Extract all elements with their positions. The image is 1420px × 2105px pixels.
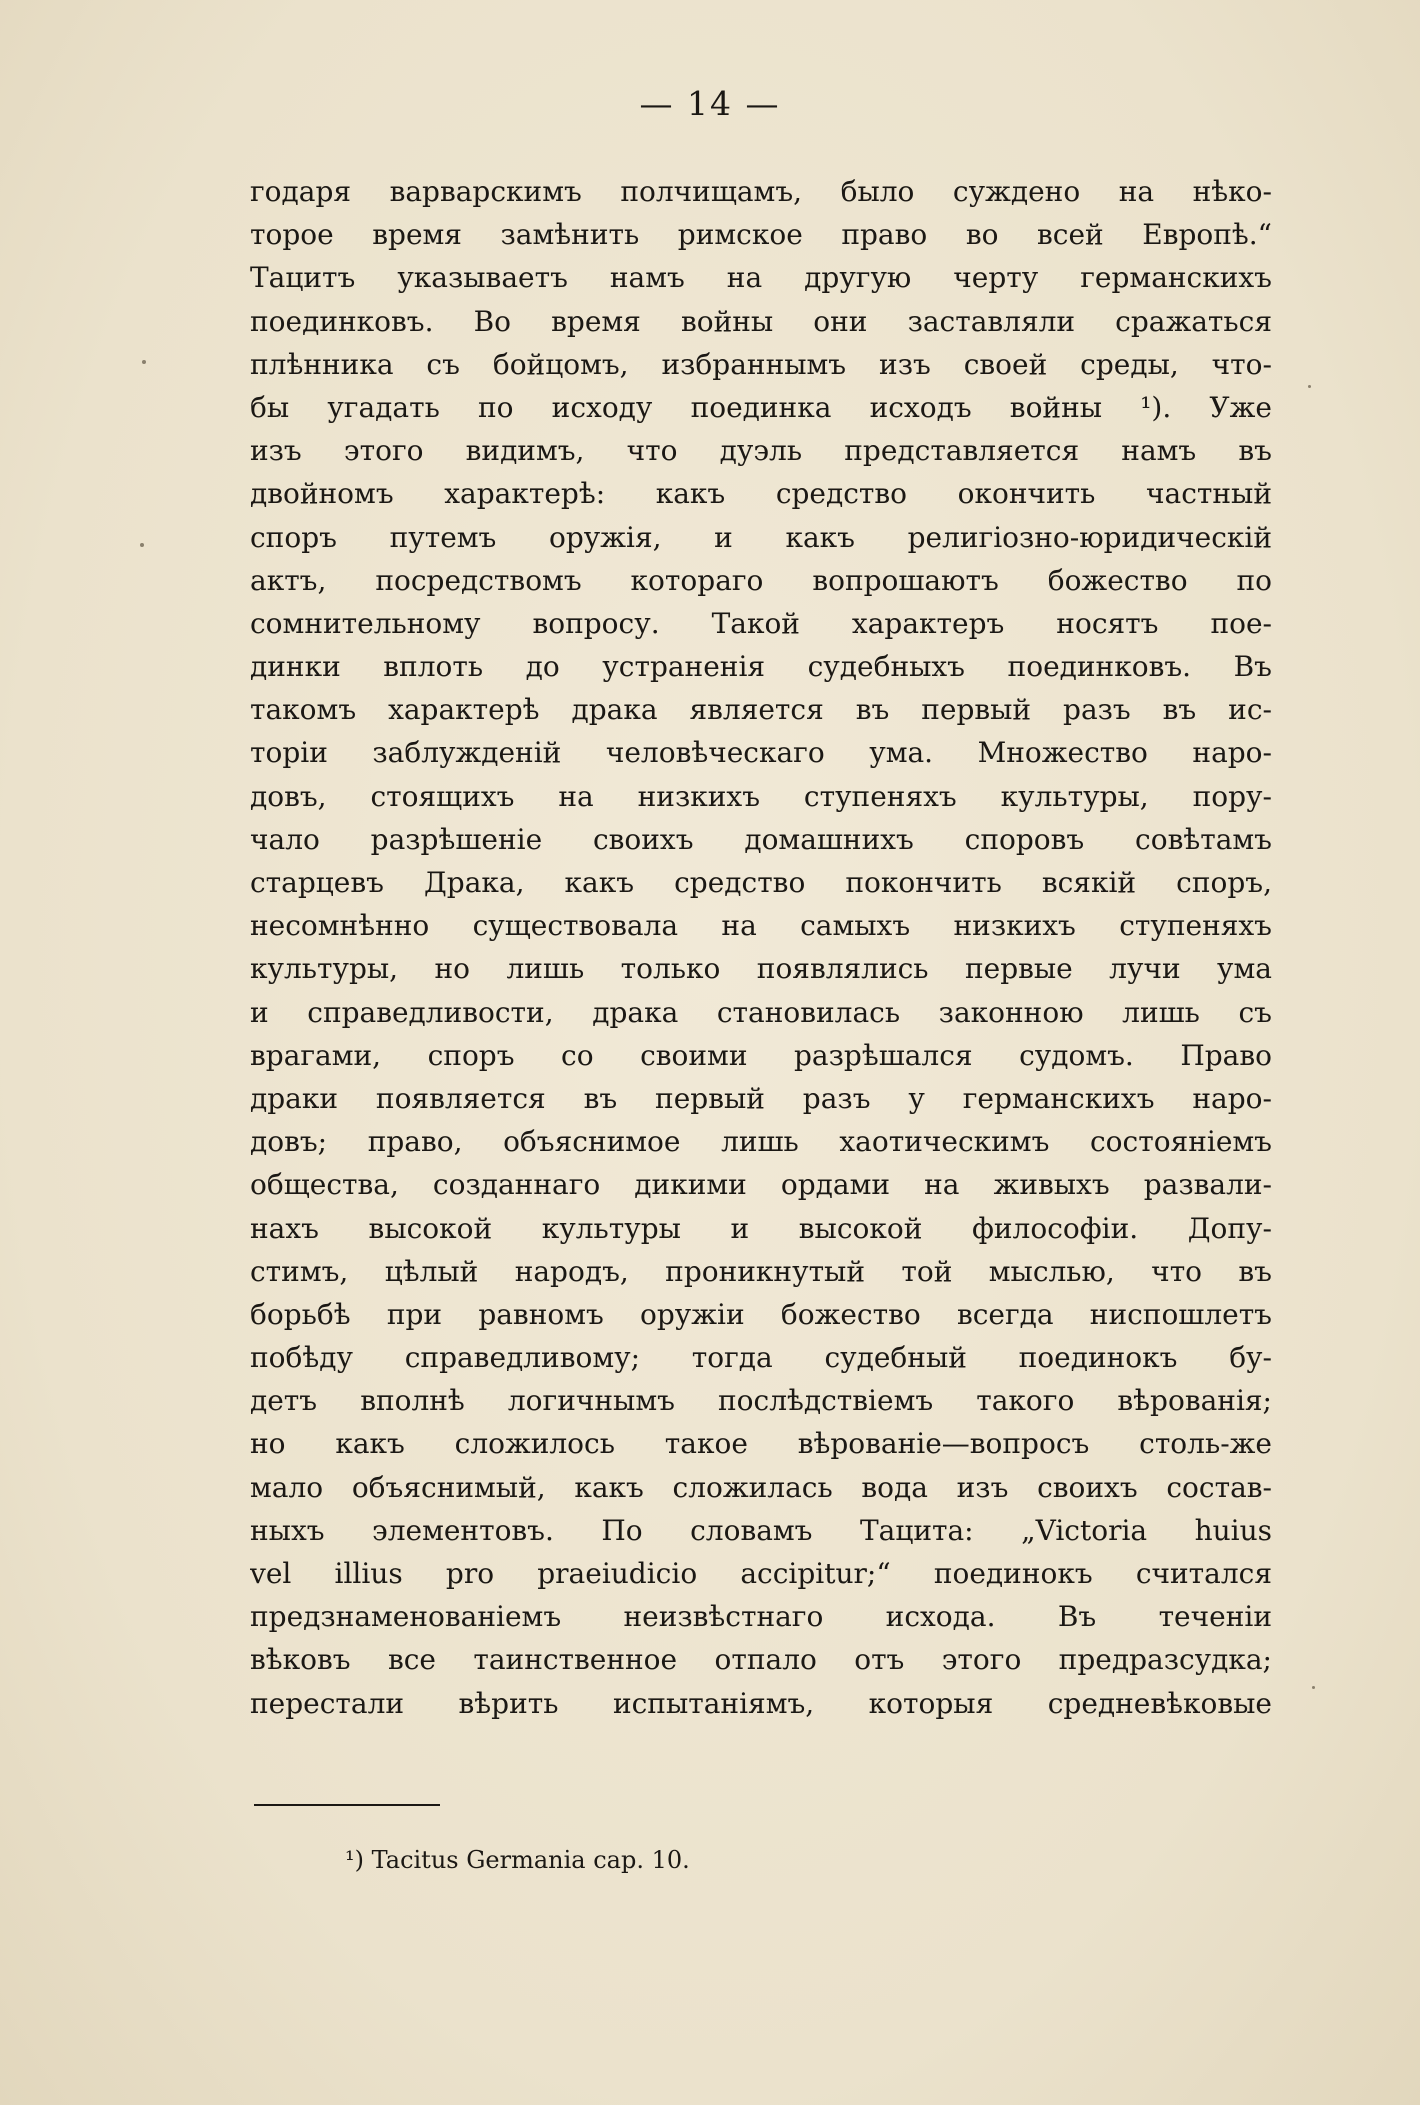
- footnote: ¹) Tacitus Germania cap. 10.: [345, 1846, 690, 1874]
- text-line: общества, созданнаго дикими ордами на живыхъ развали-: [250, 1168, 1272, 1202]
- text-line: стимъ, цѣлый народъ, проникнутый той мыслью, что въ: [250, 1254, 1272, 1288]
- page-number: — 14 —: [639, 84, 781, 123]
- text-line: бы угадать по исходу поединка исходъ войны ¹). Уже: [250, 390, 1272, 424]
- text-line: мало объяснимый, какъ сложилась вода изъ своихъ состав-: [250, 1470, 1272, 1504]
- footnote-divider: [254, 1804, 440, 1806]
- text-line: нахъ высокой культуры и высокой философіи. Допу-: [250, 1211, 1272, 1245]
- paper-speck: [142, 360, 146, 364]
- text-line: и справедливости, драка становилась законною лишь съ: [250, 995, 1272, 1029]
- text-line: vel illius pro praeiudicio accipitur;“ поединокъ считался: [250, 1557, 1272, 1590]
- text-line: культуры, но лишь только появлялись первые лучи ума: [250, 952, 1272, 986]
- text-line: чало разрѣшеніе своихъ домашнихъ споровъ совѣтамъ: [250, 822, 1272, 856]
- text-line: Тацитъ указываетъ намъ на другую черту германскихъ: [250, 261, 1272, 295]
- text-line: довъ, стоящихъ на низкихъ ступеняхъ культуры, пору-: [250, 779, 1272, 813]
- paper-speck: [1312, 1686, 1315, 1689]
- text-line: довъ; право, объяснимое лишь хаотическимъ состояніемъ: [250, 1125, 1272, 1159]
- text-line: динки вплоть до устраненія судебныхъ поединковъ. Въ: [250, 650, 1272, 684]
- text-line: детъ вполнѣ логичнымъ послѣдствіемъ такого вѣрованія;: [250, 1384, 1272, 1418]
- text-line: побѣду справедливому; тогда судебный поединокъ бу-: [250, 1341, 1272, 1375]
- text-line: старцевъ Драка, какъ средство покончить всякій споръ,: [250, 866, 1272, 899]
- text-line: двойномъ характерѣ: какъ средство окончить частный: [250, 477, 1272, 511]
- main-text-block: [250, 170, 1272, 1725]
- text-line: споръ путемъ оружія, и какъ религіозно-юридическій: [250, 520, 1272, 554]
- text-line: врагами, споръ со своими разрѣшался судомъ. Право: [250, 1038, 1272, 1072]
- text-line: годаря варварскимъ полчищамъ, было суждено на нѣко-: [250, 175, 1272, 208]
- paper-speck: [1308, 385, 1311, 388]
- text-line: предзнаменованіемъ неизвѣстнаго исхода. Въ теченіи: [250, 1600, 1272, 1634]
- text-line: ныхъ элементовъ. По словамъ Тацита: „Victoria huius: [250, 1513, 1272, 1547]
- text-line: но какъ сложилось такое вѣрованіе—вопросъ столь-же: [250, 1427, 1272, 1461]
- text-line: торіи заблужденій человѣческаго ума. Множество наро-: [250, 736, 1272, 770]
- text-line: несомнѣнно существовала на самыхъ низкихъ ступеняхъ: [250, 909, 1272, 943]
- text-line: борьбѣ при равномъ оружіи божество всегда ниспошлетъ: [250, 1297, 1272, 1331]
- text-line: торое время замѣнить римское право во всей Европѣ.“: [250, 218, 1272, 252]
- text-line: вѣковъ все таинственное отпало отъ этого предразсудка;: [250, 1643, 1272, 1677]
- text-line: актъ, посредствомъ котораго вопрошаютъ божество по: [250, 563, 1272, 597]
- text-line: поединковъ. Во время войны они заставляли сражаться: [250, 304, 1272, 338]
- text-line: плѣнника съ бойцомъ, избраннымъ изъ своей среды, что-: [250, 347, 1272, 381]
- text-line: изъ этого видимъ, что дуэль представляется намъ въ: [250, 434, 1272, 468]
- text-line: такомъ характерѣ драка является въ первый разъ въ ис-: [250, 693, 1272, 727]
- text-line: драки появляется въ первый разъ у германскихъ наро-: [250, 1081, 1272, 1115]
- paper-speck: [140, 543, 144, 547]
- text-line: перестали вѣрить испытаніямъ, которыя средневѣковые: [250, 1686, 1272, 1720]
- text-line: сомнительному вопросу. Такой характеръ носятъ пое-: [250, 606, 1272, 640]
